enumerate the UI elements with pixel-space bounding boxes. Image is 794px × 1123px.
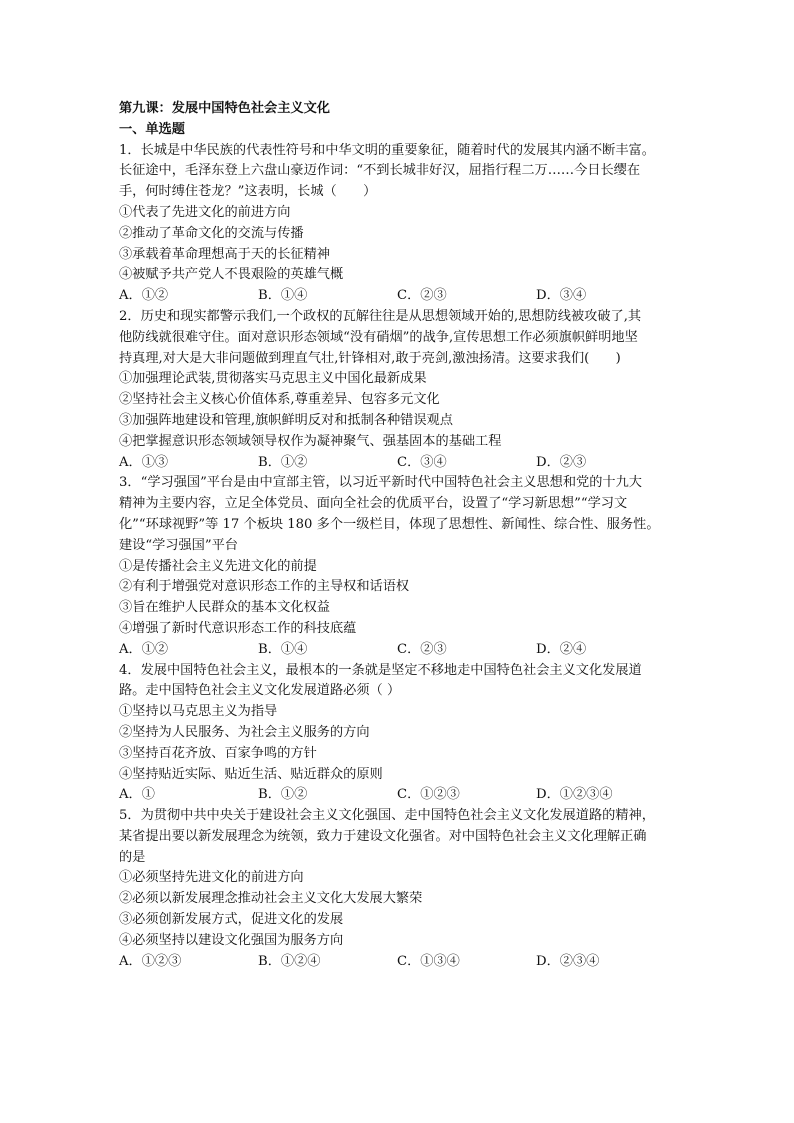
statement-option: ①必须坚持先进文化的前进方向: [119, 870, 304, 886]
question-stem-line: 3．“学习强国”平台是由中宣部主管，以习近平新时代中国特色社会主义思想和党的十九大: [119, 475, 642, 491]
statement-option: ①坚持以马克思主义为指导: [119, 704, 278, 720]
answer-choice: C．①③④: [397, 953, 460, 969]
answer-choice: A．①②: [119, 288, 169, 304]
statement-option: ④必须坚持以建设文化强国为服务方向: [119, 932, 344, 948]
question-3: [119, 473, 684, 660]
statement-option: ③坚持百花齐放、百家争鸣的方针: [119, 745, 317, 761]
answer-choices: [119, 785, 684, 806]
statement-option: ④增强了新时代意识形态工作的科技底蕴: [119, 620, 357, 636]
answer-choice: A．①②: [119, 641, 169, 657]
question-stem-line: 长征途中，毛泽东登上六盘山豪迈作词：“不到长城非好汉，屈指行程二万……今日长缨在: [119, 163, 641, 179]
question-stem-line: 精神为主要内容，立足全体党员、面向全社会的优质平台，设置了“学习新思想”“学习文: [119, 496, 628, 512]
answer-choice: B．①②: [258, 454, 308, 470]
answer-choice: D．③④: [536, 288, 587, 304]
statement-option: ①加强理论武装,贯彻落实马克思主义中国化最新成果: [119, 371, 427, 387]
answer-choice: C．①②③: [397, 787, 460, 803]
statement-option: ④坚持贴近实际、贴近生活、贴近群众的原则: [119, 766, 383, 782]
answer-choice: A．①: [119, 787, 155, 803]
statement-option: ②推动了革命文化的交流与传播: [119, 225, 304, 241]
question-stem-line: 持真理,对大是大非问题做到理直气壮,针锋相对,敢于亮剑,激浊扬清。这要求我们( ): [119, 350, 621, 366]
answer-choice: A．①②③: [119, 953, 182, 969]
answer-choice: B．①②: [258, 787, 308, 803]
answer-choice: D．②④: [536, 641, 587, 657]
question-stem-line: 某省提出要以新发展理念为统领，致力于建设文化强省。对中国特色社会主义文化理解正确: [119, 828, 647, 844]
statement-option: ③承载着革命理想高于天的长征精神: [119, 246, 330, 262]
statement-option: ②坚持为人民服务、为社会主义服务的方向: [119, 724, 370, 740]
question-stem-line: 路。走中国特色社会主义文化发展道路必须（ ）: [119, 683, 401, 699]
question-stem-line: 4．发展中国特色社会主义，最根本的一条就是坚定不移地走中国特色社会主义文化发展道: [119, 662, 642, 678]
statement-option: ①是传播社会主义先进文化的前提: [119, 558, 317, 574]
statement-option: ②必须以新发展理念推动社会主义文化大发展大繁荣: [119, 891, 423, 907]
question-stem-line: 手，何时缚住苍龙？”这表明，长城（ ）: [119, 184, 377, 200]
answer-choice: C．②③: [397, 641, 447, 657]
statement-option: ①代表了先进文化的前进方向: [119, 204, 291, 220]
answer-choice: A．①③: [119, 454, 169, 470]
question-4: [119, 661, 684, 807]
question-1: [119, 141, 684, 307]
question-stem-line: 1．长城是中华民族的代表性符号和中华文明的重要象征，随着时代的发展其内涵不断丰富。: [119, 142, 655, 158]
answer-choices: [119, 453, 684, 474]
lesson-title: 第九课：发展中国特色社会主义文化: [119, 101, 330, 116]
question-list: [119, 141, 684, 973]
statement-option: ④把掌握意识形态领域领导权作为凝神聚气、强基固本的基础工程: [119, 433, 502, 449]
question-stem-line: 建设“学习强国”平台: [119, 537, 238, 553]
answer-choices: [119, 286, 684, 307]
answer-choice: D．②③④: [536, 953, 600, 969]
question-5: [119, 806, 684, 972]
statement-option: ③必须创新发展方式，促进文化的发展: [119, 912, 344, 928]
question-stem-line: 2．历史和现实都警示我们,一个政权的瓦解往往是从思想领域开始的,思想防线被攻破了,其: [119, 308, 642, 324]
statement-option: ②有利于增强党对意识形态工作的主导权和话语权: [119, 579, 410, 595]
question-stem-line: 化”“环球视野”等 17 个板块 180 多个一级栏目，体现了思想性、新闻性、综合性、服务性。: [119, 516, 660, 532]
statement-option: ④被赋予共产党人不畏艰险的英雄气概: [119, 267, 344, 283]
answer-choices: [119, 640, 684, 661]
question-stem-line: 的是: [119, 849, 146, 865]
question-stem-line: 5．为贯彻中共中央关于建设社会主义文化强国、走中国特色社会主义文化发展道路的精神，: [119, 808, 655, 824]
answer-choice: C．③④: [397, 454, 447, 470]
answer-choice: D．①②③④: [536, 787, 613, 803]
answer-choice: B．①④: [258, 641, 308, 657]
statement-option: ③加强阵地建设和管理,旗帜鲜明反对和抵制各种错误观点: [119, 412, 453, 428]
question-stem-line: 他防线就很难守住。面对意识形态领域“没有硝烟”的战争,宣传思想工作必须旗帜鲜明地坚: [119, 329, 638, 345]
section-heading: 一、单选题: [119, 121, 185, 137]
statement-option: ②坚持社会主义核心价值体系,尊重差异、包容多元文化: [119, 392, 440, 408]
answer-choice: C．②③: [397, 288, 447, 304]
answer-choices: [119, 952, 684, 973]
answer-choice: B．①②④: [258, 953, 321, 969]
question-2: [119, 307, 684, 473]
answer-choice: D．②③: [536, 454, 587, 470]
answer-choice: B．①④: [258, 288, 308, 304]
worksheet-page: [119, 99, 684, 972]
statement-option: ③旨在维护人民群众的基本文化权益: [119, 600, 330, 616]
